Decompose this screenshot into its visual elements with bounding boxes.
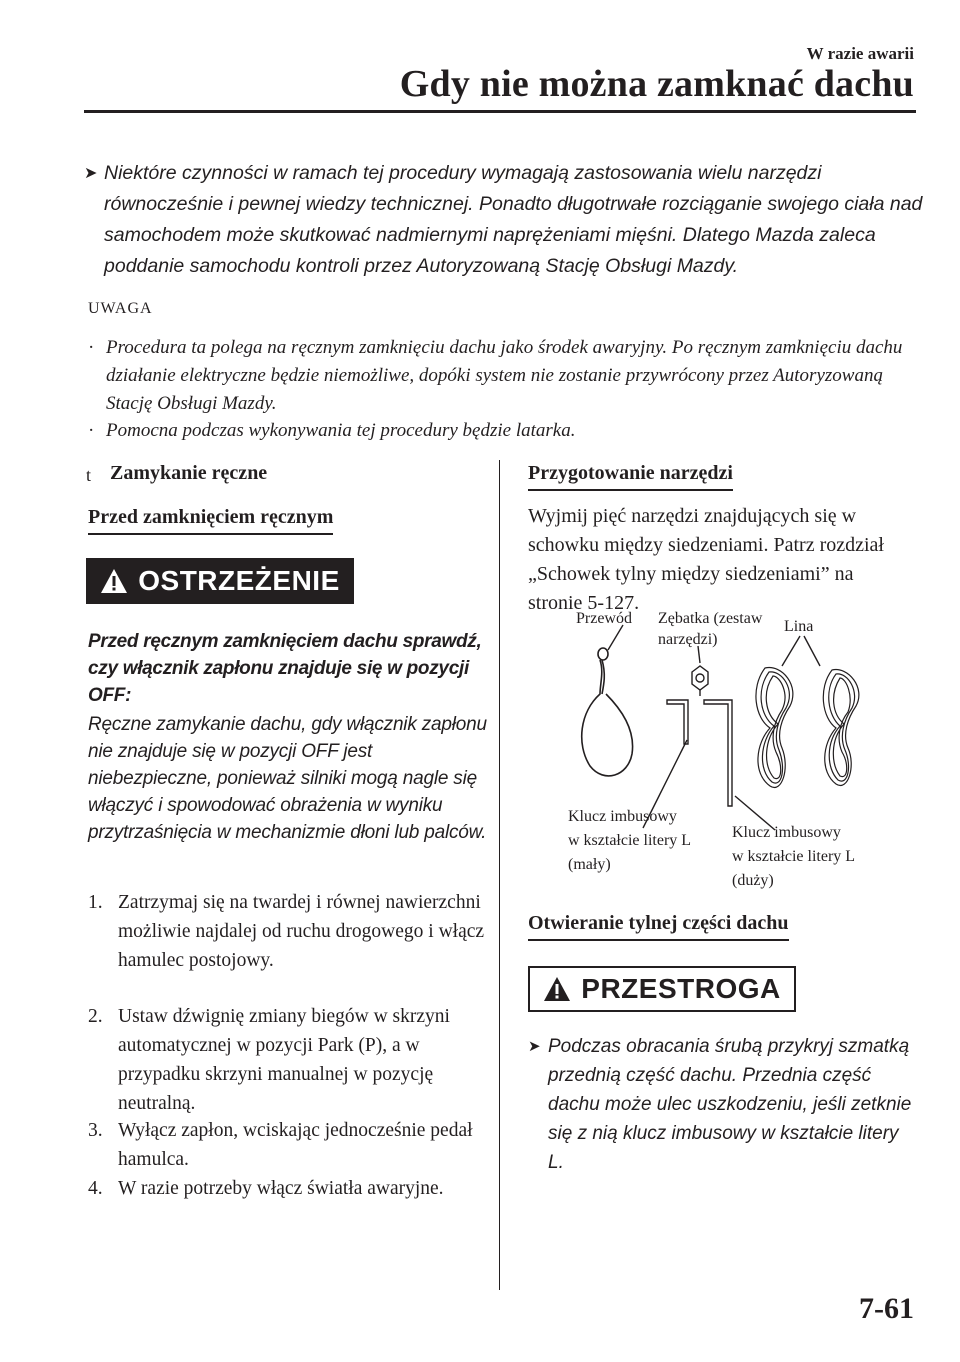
note-item bbox=[88, 334, 908, 418]
rope-coil-icon bbox=[756, 668, 859, 788]
step-text: W razie potrzeby włącz światła awaryjne. bbox=[118, 1178, 444, 1199]
note-item bbox=[88, 417, 908, 445]
warning-bold-text: Przed ręcznym zamknięciem dachu sprawdź, czy włącznik zapłonu znajduje się w pozycji OFF: bbox=[88, 631, 482, 706]
arrowhead-bullet-icon: ➤ bbox=[84, 165, 98, 182]
warning-label: OSTRZEŻENIE bbox=[138, 565, 340, 596]
warning-triangle-icon bbox=[100, 568, 128, 594]
list-item bbox=[88, 1002, 488, 1118]
caution-label: PRZESTROGA bbox=[581, 973, 781, 1004]
figure-label-ratchet-2: narzędzi) bbox=[658, 631, 718, 648]
step-number: 2. bbox=[88, 1006, 103, 1027]
column-divider bbox=[499, 460, 500, 1290]
list-item bbox=[88, 1116, 488, 1174]
step-number: 1. bbox=[88, 892, 103, 913]
section-title: Zamykanie ręczne bbox=[110, 462, 268, 484]
header-rule bbox=[84, 110, 916, 113]
step-text: Zatrzymaj się na twardej i równej nawierzchni możliwie najdalej od ruchu drogowego i włącz hamulec postojowy. bbox=[118, 892, 485, 971]
arrowhead-bullet-icon: ➤ bbox=[528, 1038, 541, 1055]
caution-text: Podczas obracania śrubą przykryj szmatką przednią część dachu. Przednia część dachu może ulec uszkodzeniu, jeśli zetknie się z nią klucz imbusowy w kształcie litery L. bbox=[548, 1036, 912, 1173]
figure-label-ratchet: Zębatka (zestaw bbox=[658, 610, 763, 627]
figure-label-small-key: Klucz imbusowy bbox=[568, 808, 677, 825]
wire-loop-icon bbox=[582, 648, 633, 776]
figure-label-small-key-3: (mały) bbox=[568, 856, 611, 873]
page-title: Gdy nie można zamknać dachu bbox=[399, 63, 914, 105]
caution-banner bbox=[528, 966, 796, 1012]
tools-figure bbox=[520, 608, 910, 898]
large-hex-key-icon bbox=[704, 700, 732, 806]
figure-label-rope: Lina bbox=[784, 618, 814, 635]
subheading-tool-prep: Przygotowanie narzędzi bbox=[528, 462, 733, 491]
list-item bbox=[88, 1174, 488, 1203]
figure-label-wire: Przewód bbox=[576, 610, 632, 627]
step-text: Ustaw dźwignię zmiany biegów w skrzyni automatycznej w pozycji Park (P), a w przypadku skrzyni manualnej w pozycję neutralną. bbox=[118, 1006, 450, 1114]
page-number: 7-61 bbox=[859, 1292, 914, 1325]
figure-label-large-key-3: (duży) bbox=[732, 872, 774, 889]
subheading-before-closing: Przed zamknięciem ręcznym bbox=[88, 506, 333, 535]
caution-note bbox=[528, 1032, 914, 1177]
list-item bbox=[88, 888, 488, 975]
tool-prep-text: Wyjmij pięć narzędzi znajdujących się w schowku między siedzeniami. Patrz rozdział „Schowek tylny między siedzeniami” na stronie 5-127. bbox=[528, 505, 884, 614]
warning-banner bbox=[86, 558, 354, 604]
intro-note-text: Niektóre czynności w ramach tej procedury wymagają zastosowania wielu narzędzi równocześnie i pewnej wiedzy technicznej. Ponadto długotrwałe rozciąganie swojego ciała nad samochodem może skutkować nadmiernymi naprężeniami mięśni. Dlatego Mazda zaleca poddanie samochodu kontroli przez Autoryzowaną Stację Obsługi Mazdy. bbox=[104, 162, 923, 277]
figure-label-large-key-2: w kształcie litery L bbox=[732, 848, 856, 865]
step-number: 3. bbox=[88, 1120, 103, 1141]
caution-triangle-icon bbox=[543, 976, 571, 1002]
intro-note bbox=[84, 158, 924, 282]
step-text: Wyłącz zapłon, wciskając jednocześnie pedał hamulca. bbox=[118, 1120, 473, 1170]
ratchet-icon bbox=[692, 666, 708, 696]
running-header-section: W razie awarii bbox=[806, 44, 914, 63]
figure-label-small-key-2: w kształcie litery L bbox=[568, 832, 692, 849]
bullet-dot-icon: · bbox=[88, 420, 95, 441]
note-item-text: Pomocna podczas wykonywania tej procedury będzie latarka. bbox=[106, 420, 576, 441]
step-number: 4. bbox=[88, 1178, 103, 1199]
note-label: UWAGA bbox=[88, 300, 153, 317]
figure-label-large-key: Klucz imbusowy bbox=[732, 824, 841, 841]
bullet-dot-icon: · bbox=[88, 337, 95, 358]
small-hex-key-icon bbox=[667, 700, 688, 744]
note-item-text: Procedura ta polega na ręcznym zamknięciu dachu jako środek awaryjny. Po ręcznym zamknięciu dachu działanie elektryczne będzie niemożliwe, dopóki system nie zostanie przywrócony przez Autoryzowaną Stację Obsługi Mazdy. bbox=[106, 337, 903, 414]
warning-text: Ręczne zamykanie dachu, gdy włącznik zapłonu nie znajduje się w pozycji OFF jest niebezpieczne, ponieważ silniki mogą nagle się włączyć i spowodować obrażenia w wyniku przytrzaśnięcia w mechanizmie dłoni lub palców. bbox=[88, 714, 487, 843]
section-marker-icon: t bbox=[86, 465, 92, 485]
subheading-open-rear-roof: Otwieranie tylnej części dachu bbox=[528, 912, 789, 941]
